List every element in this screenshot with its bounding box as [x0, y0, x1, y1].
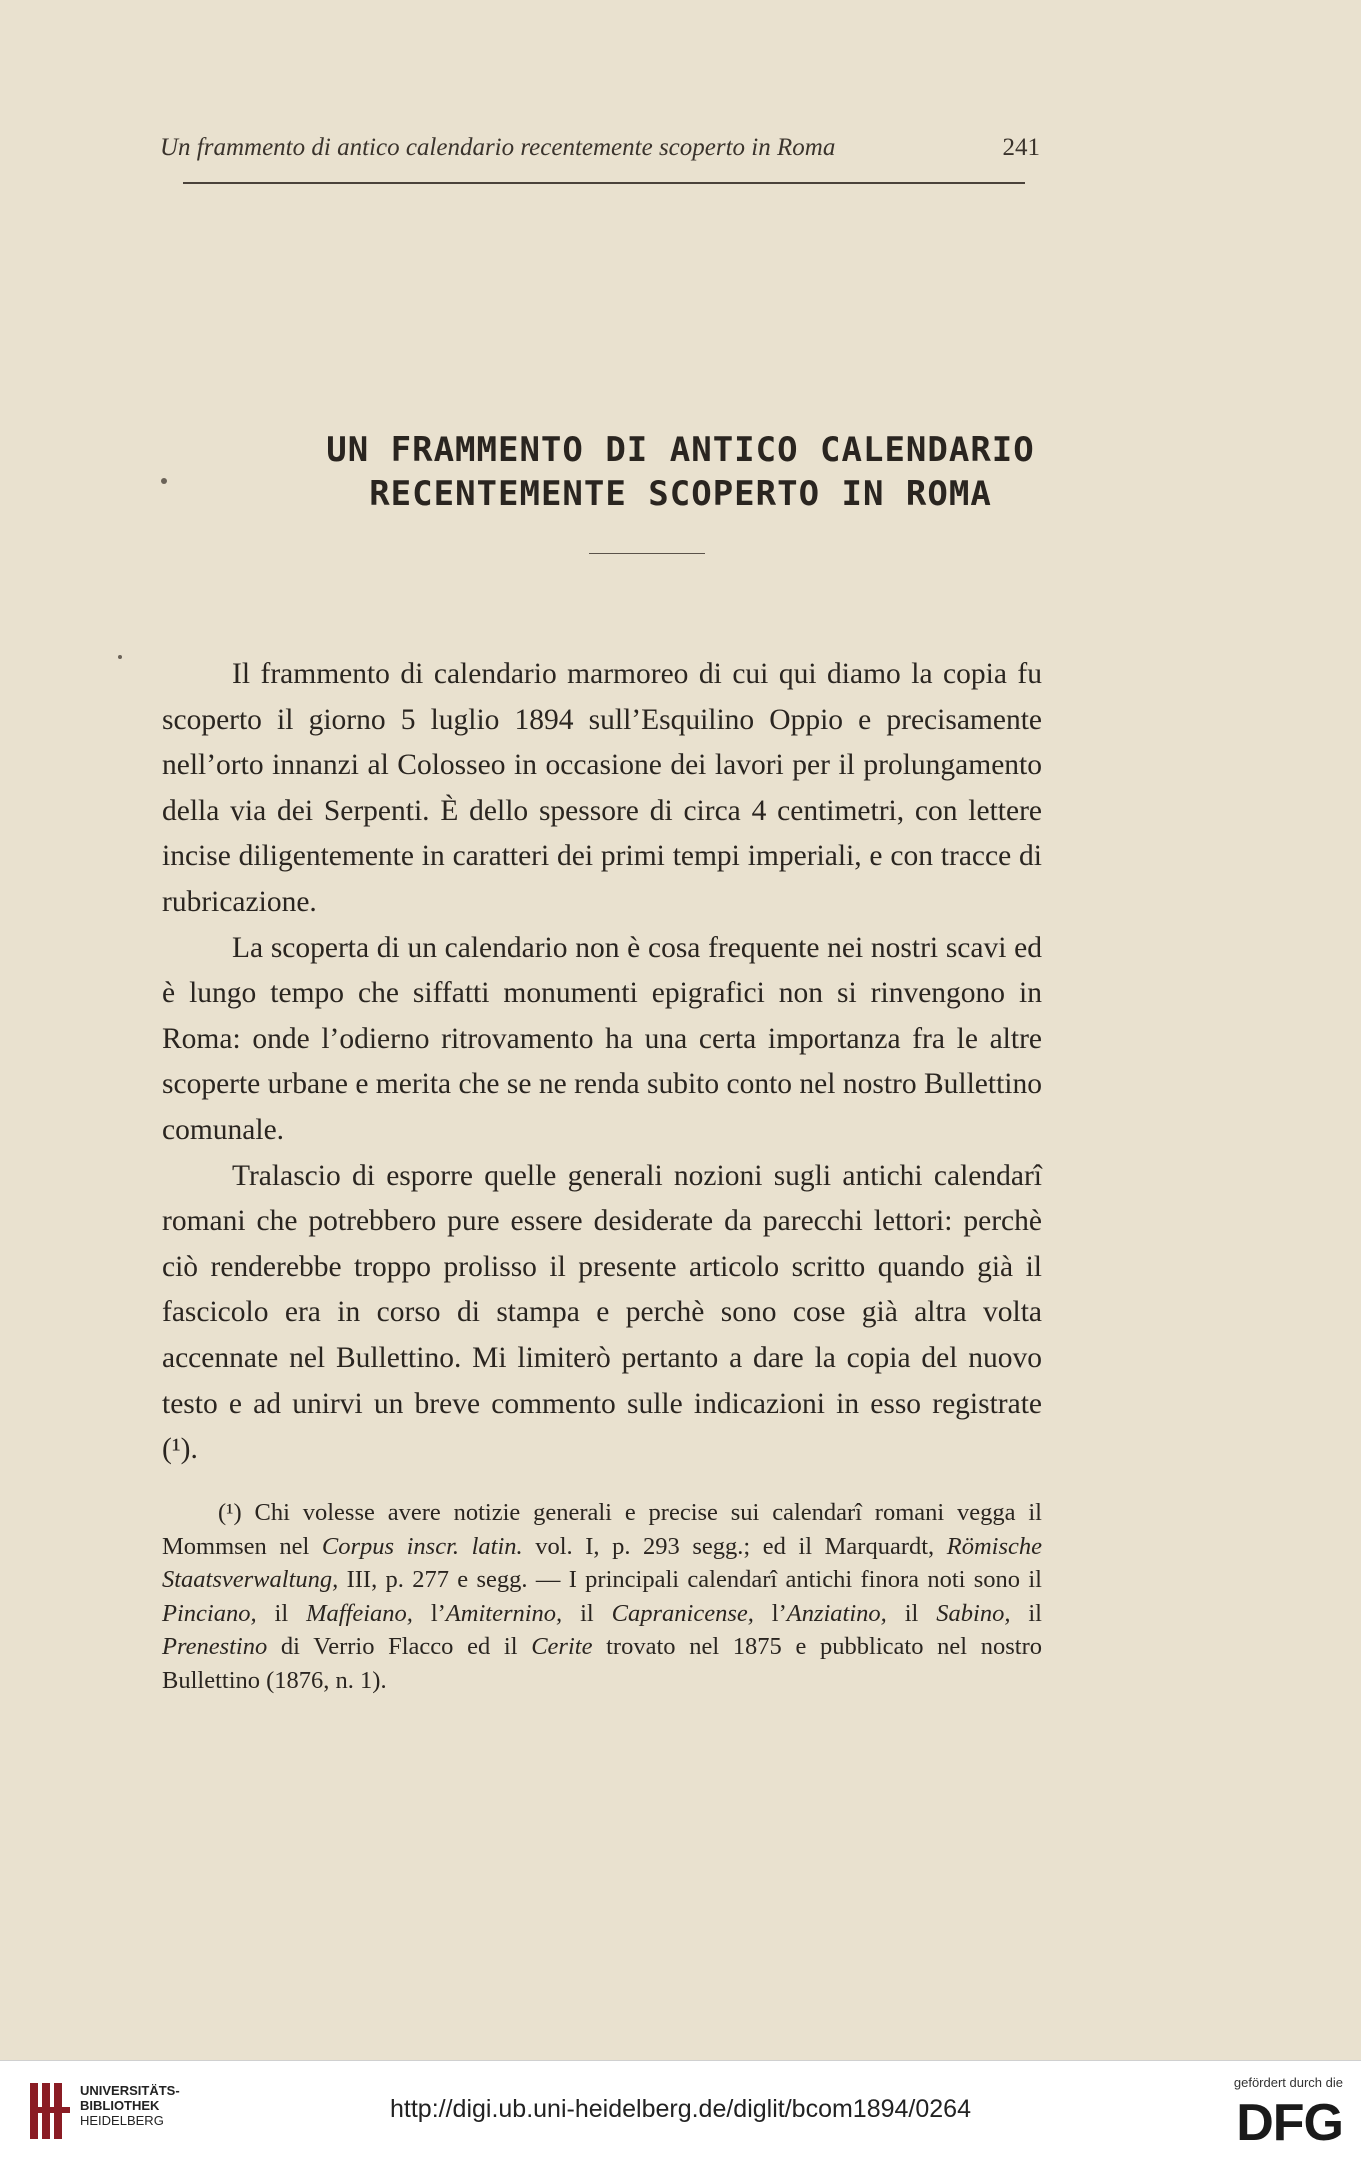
paragraph: La scoperta di un calendario non è cosa frequente nei nostri scavi ed è lungo tempo che siffatti monumenti epigrafici non si rinvengono in Roma: onde l’odierno ritrovamento ha una certa importanza fra le altre scoperte urbane e merita che se ne renda subito conto nel nostro Bullettino comunale.: [162, 931, 1042, 1146]
footnote-citation: Pinciano,: [162, 1599, 257, 1627]
article-title-line-2: RECENTEMENTE SCOPERTO IN ROMA: [369, 474, 992, 514]
footnote-text: il: [1010, 1599, 1042, 1627]
footnote-citation: Cerite: [531, 1633, 593, 1660]
footnote-citation: Amiternino,: [445, 1599, 563, 1627]
footnote-citation: Maffeiano,: [306, 1599, 413, 1627]
footnote-text: il: [886, 1599, 937, 1627]
footnote-text: di Verrio Flacco ed il: [267, 1633, 532, 1660]
footnote-citation: Prenestino: [162, 1633, 268, 1660]
footnote-citation: Römische Staatsverwaltung,: [162, 1532, 1042, 1593]
footnote-text: il: [256, 1599, 307, 1627]
footnote-text: (¹) Chi volesse avere notizie generali e precise sui calendarî romani vegga il Mommsen nel: [162, 1499, 1042, 1560]
running-title: Un frammento di antico calendario recentemente scoperto in Roma: [160, 134, 836, 161]
ink-speck: [118, 655, 122, 659]
library-name-line: UNIVERSITÄTS-: [80, 2083, 180, 2098]
dfg-logo: DFG: [1236, 2094, 1343, 2152]
permalink-url[interactable]: http://digi.ub.uni-heidelberg.de/diglit/bcom1894/0264: [390, 2095, 971, 2123]
funding-note: gefördert durch die: [1233, 2075, 1343, 2090]
footnote-text: vol. I, p. 293 segg.; ed il Marquardt,: [522, 1532, 947, 1560]
footnote-citation: Sabino,: [936, 1599, 1011, 1627]
title-separator-rule: [589, 553, 705, 554]
library-name-line: HEIDELBERG: [80, 2113, 164, 2128]
viewer-footer: [0, 2060, 1361, 2160]
footnote-citation: Capranicense,: [611, 1599, 754, 1627]
article-title-line-1: UN FRAMMENTO DI ANTICO CALENDARIO: [326, 430, 1035, 470]
ink-speck: [161, 478, 167, 484]
footnote: [162, 1496, 1042, 1697]
paragraph: Il frammento di calendario marmoreo di cui qui diamo la copia fu scoperto il giorno 5 luglio 1894 sull’Esquilino Oppio e precisamente nell’orto innanzi al Colosseo in occasione dei lavori per il prolungamento della via dei Serpenti. È dello spessore di circa 4 centimetri, con lettere incise diligentemente in caratteri dei primi tempi imperiali, e con tracce di rubricazione.: [162, 658, 1042, 918]
footnote-text: trovato nel 1875 e pubblicato nel nostro Bullettino (1876, n. 1).: [162, 1633, 1042, 1694]
paragraph: Tralascio di esporre quelle generali nozioni sugli antichi calendarî romani che potrebbero pure essere desiderate da parecchi lettori: perchè ciò renderebbe troppo prolisso il presente articolo scritto quando già il fascicolo era in corso di stampa e perchè sono cose già altra volta accennate nel Bullettino. Mi limiterò pertanto a dare la copia del nuovo testo e ad unirvi un breve commento sulle indicazioni in esso registrate (¹).: [162, 1159, 1042, 1466]
library-name-line: BIBLIOTHEK: [80, 2098, 160, 2113]
running-header: [160, 134, 1040, 162]
article-body: [162, 652, 1042, 1473]
footnote-text: l’: [412, 1599, 446, 1627]
footnote-text: il: [562, 1599, 612, 1627]
footnote-citation: Corpus inscr. latin.: [321, 1532, 523, 1560]
header-rule: [183, 182, 1025, 184]
footnote-text: III, p. 277 e segg. — I principali calendarî antichi finora noti sono il: [338, 1566, 1042, 1593]
page-number: 241: [1002, 134, 1040, 161]
footnote-text: l’: [753, 1599, 787, 1627]
footnote-citation: Anziatino,: [786, 1599, 887, 1627]
